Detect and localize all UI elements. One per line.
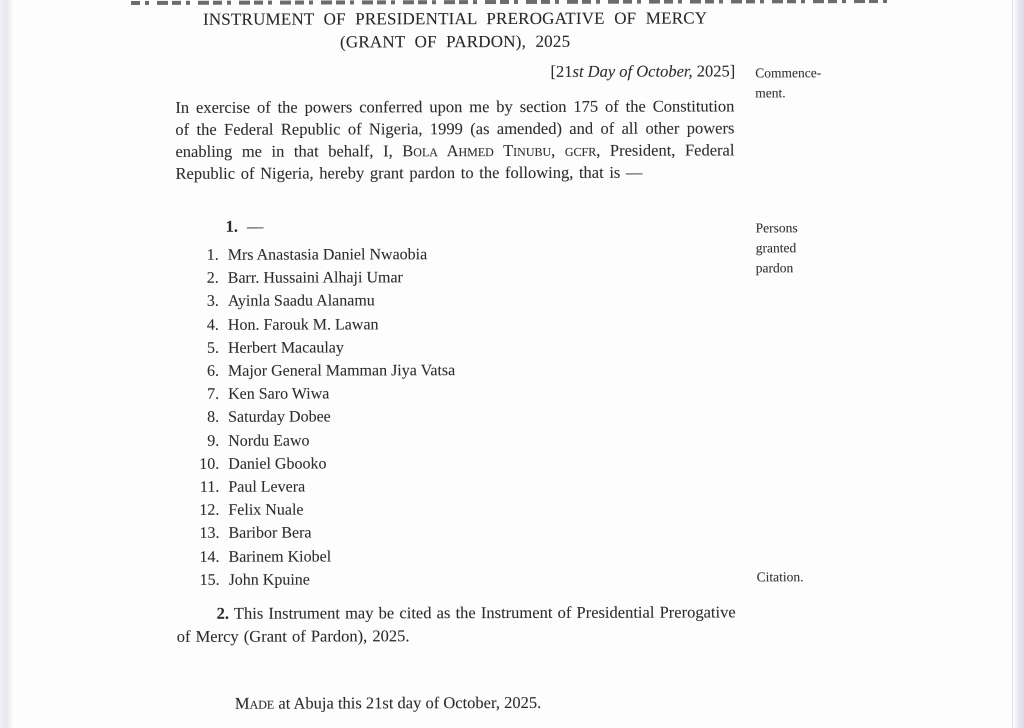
list-item (176, 335, 735, 360)
president-name: Bola Ahmed Tinubu (402, 140, 552, 161)
list-item-name: Barinem Kiobel (228, 548, 332, 566)
list-item (176, 312, 735, 337)
list-item-name: Ken Saro Wiwa (228, 385, 330, 403)
pardon-list (176, 242, 736, 592)
list-item-name: Paul Levera (228, 478, 306, 496)
margin-note-line: Commence- (755, 65, 822, 81)
list-item-name: Nordu Eawo (228, 432, 310, 450)
margin-note-citation (757, 567, 843, 587)
list-item-name: Mrs Anastasia Daniel Nwaobia (227, 246, 428, 264)
list-item-name: Daniel Gbooko (228, 455, 327, 473)
date-open: [21 (550, 61, 573, 81)
list-item (176, 428, 735, 453)
margin-note-line: pardon (755, 260, 794, 276)
list-item-name: Herbert Macaulay (227, 339, 344, 357)
list-item-name: Hon. Farouk M. Lawan (227, 315, 379, 334)
document-title-line2: (GRANT OF PARDON), 2025 (340, 31, 571, 52)
list-item (176, 498, 735, 523)
list-item-name: Major General Mamman Jiya Vatsa (227, 362, 456, 380)
list-item (176, 451, 735, 476)
list-item-name: Barr. Hussaini Alhaji Umar (227, 269, 403, 287)
list-item (176, 521, 735, 546)
opening-part1: In exercise of the powers conferred upon me by section 175 of the Constitution of the Federal Republic of Nigeria, 1999 (as amended) and of all other powers enabling me in that behalf, I, (175, 96, 735, 161)
section-1-dash: — (246, 216, 264, 236)
section-2-paragraph (177, 600, 736, 647)
list-item (176, 405, 735, 430)
list-item-number: 12. (199, 502, 220, 520)
opening-comma: , (551, 140, 565, 160)
list-item (176, 544, 735, 569)
opening-paragraph (175, 95, 734, 184)
margin-note-persons-granted-pardon (756, 218, 842, 278)
list-item-number: 15. (199, 571, 220, 589)
margin-note-line: Citation. (756, 569, 804, 585)
list-item (176, 474, 735, 499)
list-item-number: 7. (207, 385, 220, 404)
list-item (176, 289, 735, 314)
list-item-name: John Kpuine (228, 571, 310, 589)
list-item-number: 5. (206, 339, 219, 357)
commencement-date (175, 61, 735, 82)
section-1-heading (176, 215, 735, 236)
list-item-number: 10. (199, 455, 220, 473)
list-item (176, 382, 735, 407)
date-italic: st Day of October, (572, 61, 693, 81)
list-item-number: 4. (206, 316, 219, 334)
made-rest: at Abuja this 21st day of October, 2025. (274, 692, 542, 713)
made-at-line (177, 692, 736, 713)
list-item-number: 8. (207, 409, 220, 427)
list-item-number: 13. (199, 525, 220, 543)
document-title (175, 6, 735, 53)
list-item (176, 242, 735, 267)
list-item (176, 358, 735, 383)
gcfr-honorific: gcfr (564, 140, 597, 160)
list-item-number: 1. (206, 246, 219, 264)
section-2-number: 2. (216, 603, 230, 623)
made-smallcaps: Made (234, 693, 275, 713)
section-2-text: This Instrument may be cited as the Instrument of Presidential Prerogative of Mercy (Grant of Pardon), 2025. (176, 602, 736, 646)
list-item-number: 14. (199, 548, 220, 566)
margin-note-line: ment. (755, 85, 786, 101)
list-item-number: 11. (199, 478, 220, 496)
date-close: 2025] (692, 61, 736, 81)
list-item-name: Saturday Dobee (228, 408, 331, 427)
list-item-number: 2. (206, 269, 219, 288)
opening-part2: , President, Federal Republic of Nigeria, hereby grant pardon to the following, that is — (175, 140, 735, 183)
margin-note-line: granted (755, 240, 797, 256)
list-item (177, 567, 736, 592)
list-item-name: Ayinla Saadu Alanamu (227, 292, 375, 311)
margin-note-commencement (755, 63, 841, 103)
list-item-name: Baribor Bera (228, 524, 312, 543)
document-title-line1: INSTRUMENT OF PRESIDENTIAL PREROGATIVE OF MERCY (202, 8, 708, 29)
cropped-text-fragment (131, 0, 887, 5)
list-item-name: Felix Nuale (228, 501, 304, 519)
margin-note-line: Persons (755, 220, 798, 236)
list-item-number: 3. (206, 293, 219, 311)
list-item-number: 9. (207, 432, 220, 450)
section-1-number: 1. (225, 216, 239, 236)
list-item (176, 266, 735, 291)
list-item-number: 6. (206, 362, 220, 380)
